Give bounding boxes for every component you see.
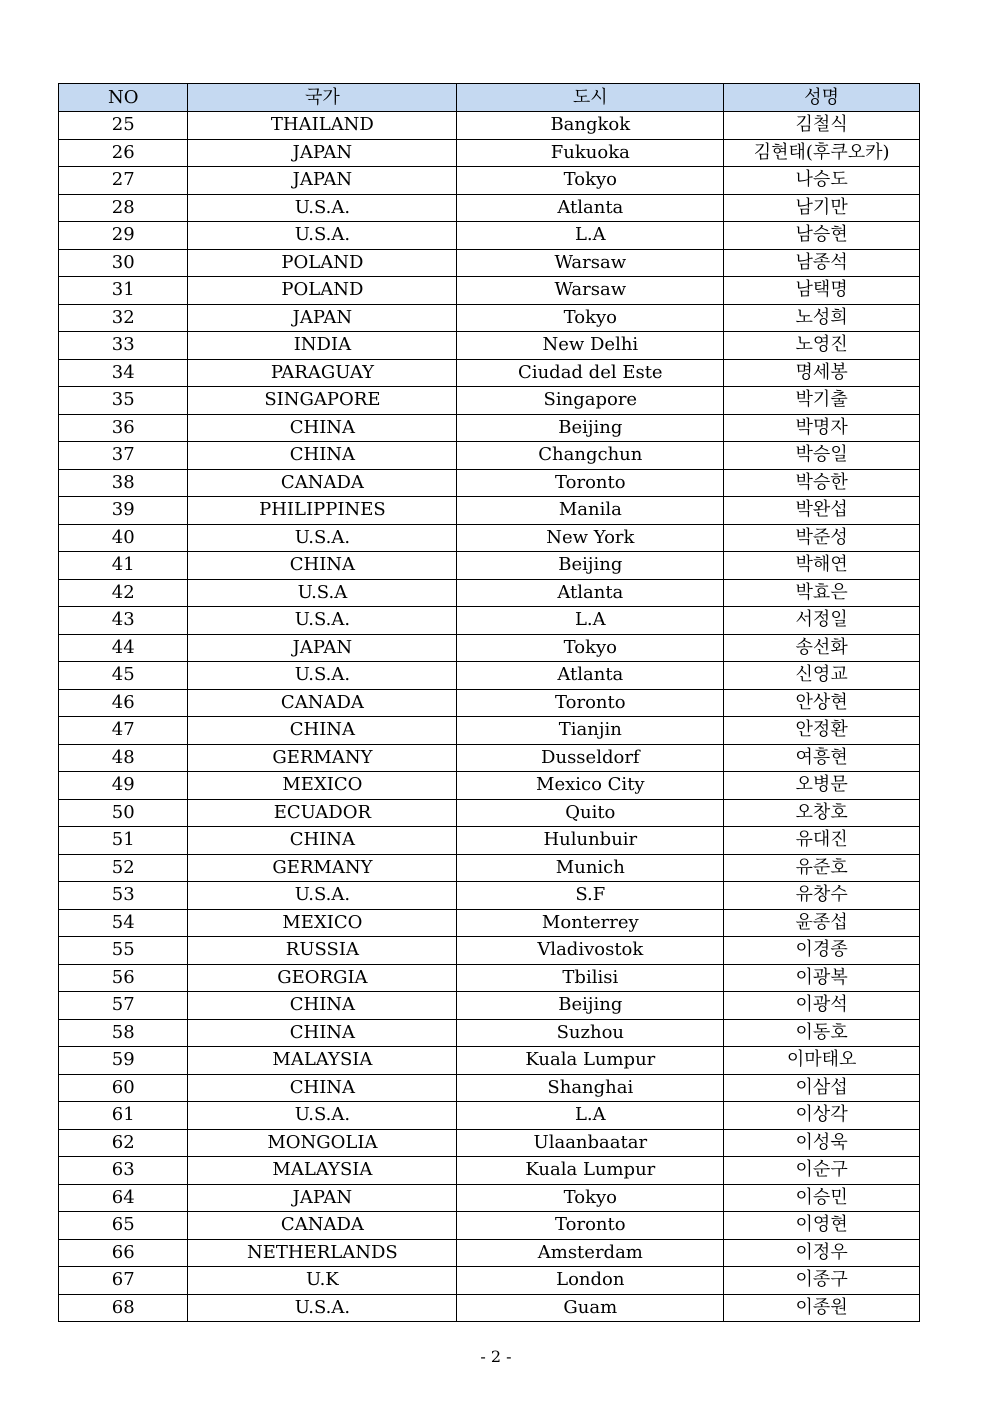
- cell-name: 노성희: [724, 304, 920, 332]
- cell-city: L.A: [457, 222, 724, 250]
- cell-city: L.A: [457, 607, 724, 635]
- cell-country: POLAND: [188, 249, 457, 277]
- table-row: [59, 497, 920, 525]
- cell-country: MALAYSIA: [188, 1157, 457, 1185]
- table-row: [59, 634, 920, 662]
- cell-name: 이승민: [724, 1184, 920, 1212]
- cell-no: 26: [59, 139, 188, 167]
- cell-no: 58: [59, 1019, 188, 1047]
- cell-country: CANADA: [188, 1212, 457, 1240]
- cell-name: 이상각: [724, 1102, 920, 1130]
- cell-name: 박승한: [724, 469, 920, 497]
- cell-country: GEORGIA: [188, 964, 457, 992]
- cell-name: 김철식: [724, 112, 920, 140]
- cell-name: 송선화: [724, 634, 920, 662]
- cell-city: Tokyo: [457, 634, 724, 662]
- header-no: NO: [59, 84, 188, 112]
- cell-name: 박완섭: [724, 497, 920, 525]
- cell-name: 박기출: [724, 387, 920, 415]
- cell-city: L.A: [457, 1102, 724, 1130]
- cell-name: 안상현: [724, 689, 920, 717]
- cell-country: CHINA: [188, 414, 457, 442]
- cell-country: U.S.A.: [188, 524, 457, 552]
- cell-country: RUSSIA: [188, 937, 457, 965]
- table-row: [59, 579, 920, 607]
- cell-no: 53: [59, 882, 188, 910]
- cell-country: PARAGUAY: [188, 359, 457, 387]
- cell-city: Warsaw: [457, 277, 724, 305]
- table-row: [59, 1019, 920, 1047]
- cell-name: 안정환: [724, 717, 920, 745]
- cell-country: THAILAND: [188, 112, 457, 140]
- cell-name: 여흥현: [724, 744, 920, 772]
- cell-name: 박해연: [724, 552, 920, 580]
- table-row: [59, 662, 920, 690]
- cell-city: Monterrey: [457, 909, 724, 937]
- cell-country: U.S.A.: [188, 194, 457, 222]
- header-city: 도시: [457, 84, 724, 112]
- member-table: [58, 83, 920, 1322]
- cell-no: 40: [59, 524, 188, 552]
- cell-country: U.S.A.: [188, 1294, 457, 1322]
- cell-name: 남종석: [724, 249, 920, 277]
- table-row: [59, 1102, 920, 1130]
- cell-no: 31: [59, 277, 188, 305]
- cell-country: CANADA: [188, 469, 457, 497]
- cell-country: CHINA: [188, 552, 457, 580]
- table-row: [59, 332, 920, 360]
- cell-no: 49: [59, 772, 188, 800]
- cell-country: U.S.A: [188, 579, 457, 607]
- cell-no: 64: [59, 1184, 188, 1212]
- table-row: [59, 1294, 920, 1322]
- cell-city: Quito: [457, 799, 724, 827]
- cell-name: 이영현: [724, 1212, 920, 1240]
- cell-city: Tianjin: [457, 717, 724, 745]
- table-row: [59, 827, 920, 855]
- cell-city: Toronto: [457, 469, 724, 497]
- cell-country: U.K: [188, 1267, 457, 1295]
- cell-city: Beijing: [457, 552, 724, 580]
- cell-country: U.S.A.: [188, 222, 457, 250]
- cell-city: Ciudad del Este: [457, 359, 724, 387]
- cell-city: Dusseldorf: [457, 744, 724, 772]
- cell-no: 50: [59, 799, 188, 827]
- table-row: [59, 1129, 920, 1157]
- table-row: [59, 167, 920, 195]
- cell-no: 51: [59, 827, 188, 855]
- cell-no: 60: [59, 1074, 188, 1102]
- table-row: [59, 937, 920, 965]
- table-header-row: [59, 84, 920, 112]
- cell-country: MEXICO: [188, 909, 457, 937]
- cell-city: Tokyo: [457, 304, 724, 332]
- cell-city: Tokyo: [457, 167, 724, 195]
- cell-name: 이순구: [724, 1157, 920, 1185]
- cell-country: CHINA: [188, 442, 457, 470]
- cell-city: Munich: [457, 854, 724, 882]
- cell-city: Mexico City: [457, 772, 724, 800]
- cell-city: Suzhou: [457, 1019, 724, 1047]
- cell-no: 38: [59, 469, 188, 497]
- cell-city: Toronto: [457, 689, 724, 717]
- table-row: [59, 1267, 920, 1295]
- cell-name: 서정일: [724, 607, 920, 635]
- cell-country: PHILIPPINES: [188, 497, 457, 525]
- cell-no: 42: [59, 579, 188, 607]
- table-row: [59, 222, 920, 250]
- table-row: [59, 469, 920, 497]
- cell-name: 윤종섭: [724, 909, 920, 937]
- table-row: [59, 277, 920, 305]
- table-row: [59, 249, 920, 277]
- cell-name: 박승일: [724, 442, 920, 470]
- cell-no: 27: [59, 167, 188, 195]
- cell-no: 30: [59, 249, 188, 277]
- cell-no: 62: [59, 1129, 188, 1157]
- cell-no: 65: [59, 1212, 188, 1240]
- cell-country: CHINA: [188, 1019, 457, 1047]
- cell-no: 59: [59, 1047, 188, 1075]
- cell-country: CANADA: [188, 689, 457, 717]
- cell-city: Shanghai: [457, 1074, 724, 1102]
- cell-city: Kuala Lumpur: [457, 1157, 724, 1185]
- table-row: [59, 854, 920, 882]
- table-row: [59, 1184, 920, 1212]
- cell-name: 김현태(후쿠오카): [724, 139, 920, 167]
- cell-city: Manila: [457, 497, 724, 525]
- cell-no: 63: [59, 1157, 188, 1185]
- cell-no: 35: [59, 387, 188, 415]
- cell-name: 이정우: [724, 1239, 920, 1267]
- cell-city: London: [457, 1267, 724, 1295]
- cell-country: INDIA: [188, 332, 457, 360]
- table-row: [59, 717, 920, 745]
- cell-name: 이광석: [724, 992, 920, 1020]
- cell-city: Changchun: [457, 442, 724, 470]
- cell-name: 이동호: [724, 1019, 920, 1047]
- cell-name: 유대진: [724, 827, 920, 855]
- cell-no: 32: [59, 304, 188, 332]
- cell-name: 남택명: [724, 277, 920, 305]
- cell-country: CHINA: [188, 1074, 457, 1102]
- cell-name: 이광복: [724, 964, 920, 992]
- table-row: [59, 1239, 920, 1267]
- cell-name: 유준호: [724, 854, 920, 882]
- cell-name: 오병문: [724, 772, 920, 800]
- cell-city: Fukuoka: [457, 139, 724, 167]
- table-row: [59, 607, 920, 635]
- table-row: [59, 992, 920, 1020]
- cell-no: 45: [59, 662, 188, 690]
- cell-city: Ulaanbaatar: [457, 1129, 724, 1157]
- cell-country: MEXICO: [188, 772, 457, 800]
- cell-no: 57: [59, 992, 188, 1020]
- cell-country: SINGAPORE: [188, 387, 457, 415]
- cell-name: 남승현: [724, 222, 920, 250]
- page-number: - 2 -: [480, 1347, 512, 1366]
- cell-country: JAPAN: [188, 167, 457, 195]
- table-row: [59, 689, 920, 717]
- cell-country: GERMANY: [188, 744, 457, 772]
- cell-city: New Delhi: [457, 332, 724, 360]
- cell-city: Tokyo: [457, 1184, 724, 1212]
- cell-no: 41: [59, 552, 188, 580]
- cell-country: ECUADOR: [188, 799, 457, 827]
- cell-country: NETHERLANDS: [188, 1239, 457, 1267]
- cell-city: Hulunbuir: [457, 827, 724, 855]
- table-row: [59, 387, 920, 415]
- cell-name: 노영진: [724, 332, 920, 360]
- cell-country: MONGOLIA: [188, 1129, 457, 1157]
- cell-country: JAPAN: [188, 139, 457, 167]
- cell-country: U.S.A.: [188, 607, 457, 635]
- cell-name: 박준성: [724, 524, 920, 552]
- cell-country: JAPAN: [188, 634, 457, 662]
- cell-city: Guam: [457, 1294, 724, 1322]
- cell-no: 52: [59, 854, 188, 882]
- cell-city: Beijing: [457, 414, 724, 442]
- cell-name: 이경종: [724, 937, 920, 965]
- cell-name: 명세봉: [724, 359, 920, 387]
- cell-country: U.S.A.: [188, 662, 457, 690]
- cell-no: 29: [59, 222, 188, 250]
- cell-no: 61: [59, 1102, 188, 1130]
- cell-name: 이종구: [724, 1267, 920, 1295]
- header-country: 국가: [188, 84, 457, 112]
- cell-no: 37: [59, 442, 188, 470]
- table-row: [59, 1212, 920, 1240]
- cell-no: 67: [59, 1267, 188, 1295]
- table-row: [59, 744, 920, 772]
- cell-country: JAPAN: [188, 1184, 457, 1212]
- cell-city: Atlanta: [457, 662, 724, 690]
- cell-no: 54: [59, 909, 188, 937]
- table-row: [59, 1157, 920, 1185]
- cell-no: 43: [59, 607, 188, 635]
- table-row: [59, 112, 920, 140]
- cell-country: U.S.A.: [188, 882, 457, 910]
- cell-no: 44: [59, 634, 188, 662]
- cell-no: 25: [59, 112, 188, 140]
- cell-no: 66: [59, 1239, 188, 1267]
- table-row: [59, 524, 920, 552]
- table-row: [59, 194, 920, 222]
- table-row: [59, 882, 920, 910]
- cell-city: Kuala Lumpur: [457, 1047, 724, 1075]
- cell-no: 39: [59, 497, 188, 525]
- cell-name: 이종원: [724, 1294, 920, 1322]
- cell-city: Atlanta: [457, 579, 724, 607]
- cell-city: Atlanta: [457, 194, 724, 222]
- cell-country: CHINA: [188, 992, 457, 1020]
- cell-no: 34: [59, 359, 188, 387]
- table-row: [59, 139, 920, 167]
- cell-country: MALAYSIA: [188, 1047, 457, 1075]
- cell-name: 이성욱: [724, 1129, 920, 1157]
- table-row: [59, 909, 920, 937]
- cell-city: Amsterdam: [457, 1239, 724, 1267]
- cell-name: 박명자: [724, 414, 920, 442]
- table-row: [59, 359, 920, 387]
- cell-no: 55: [59, 937, 188, 965]
- cell-city: Beijing: [457, 992, 724, 1020]
- table-row: [59, 414, 920, 442]
- table-row: [59, 1074, 920, 1102]
- cell-city: Tbilisi: [457, 964, 724, 992]
- cell-name: 나승도: [724, 167, 920, 195]
- cell-city: Vladivostok: [457, 937, 724, 965]
- cell-name: 오창호: [724, 799, 920, 827]
- cell-name: 이삼섭: [724, 1074, 920, 1102]
- cell-name: 박효은: [724, 579, 920, 607]
- cell-country: U.S.A.: [188, 1102, 457, 1130]
- cell-name: 신영교: [724, 662, 920, 690]
- cell-country: GERMANY: [188, 854, 457, 882]
- cell-no: 33: [59, 332, 188, 360]
- header-name: 성명: [724, 84, 920, 112]
- cell-country: JAPAN: [188, 304, 457, 332]
- cell-city: S.F: [457, 882, 724, 910]
- cell-country: CHINA: [188, 827, 457, 855]
- cell-city: New York: [457, 524, 724, 552]
- cell-no: 28: [59, 194, 188, 222]
- table-row: [59, 964, 920, 992]
- cell-no: 46: [59, 689, 188, 717]
- cell-no: 36: [59, 414, 188, 442]
- cell-city: Bangkok: [457, 112, 724, 140]
- table-row: [59, 772, 920, 800]
- cell-name: 유창수: [724, 882, 920, 910]
- table-row: [59, 1047, 920, 1075]
- cell-name: 남기만: [724, 194, 920, 222]
- cell-city: Singapore: [457, 387, 724, 415]
- table-body: [59, 112, 920, 1322]
- cell-no: 68: [59, 1294, 188, 1322]
- table-row: [59, 799, 920, 827]
- cell-name: 이마태오: [724, 1047, 920, 1075]
- cell-city: Warsaw: [457, 249, 724, 277]
- cell-city: Toronto: [457, 1212, 724, 1240]
- table-row: [59, 552, 920, 580]
- cell-country: POLAND: [188, 277, 457, 305]
- cell-no: 48: [59, 744, 188, 772]
- cell-country: CHINA: [188, 717, 457, 745]
- cell-no: 56: [59, 964, 188, 992]
- cell-no: 47: [59, 717, 188, 745]
- table-row: [59, 442, 920, 470]
- table-row: [59, 304, 920, 332]
